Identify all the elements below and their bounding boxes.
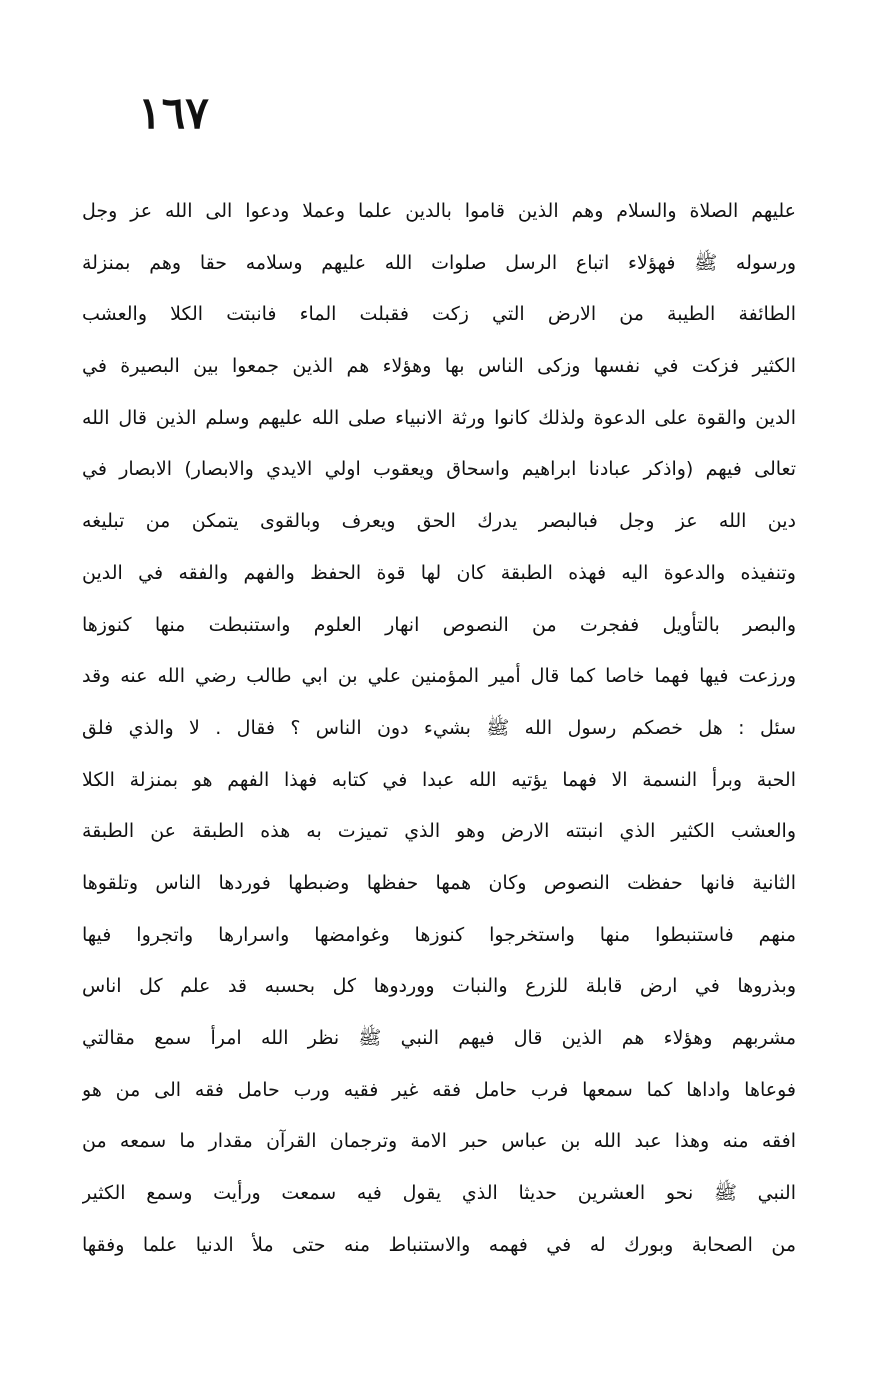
text-line: النبي ﷺ نحو العشرين حديثا الذي يقول فيه سمعت ورأيت وسمع الكثير	[82, 1182, 796, 1205]
text-line: الثانية فانها حفظت النصوص وكان همها حفظها وضبطها فوردها الناس وتلقوها	[82, 871, 796, 894]
text-line: تعالى فيهم (واذكر عبادنا ابراهيم واسحاق ويعقوب اولي الايدي والابصار) الابصار في	[82, 458, 796, 481]
text-line: والبصر بالتأويل ففجرت من النصوص انهار العلوم واستنبطت منها كنوزها	[82, 613, 796, 636]
text-line: من الصحابة وبورك له في فهمه والاستنباط منه حتى ملأ الدنيا علما وفقها	[82, 1233, 796, 1256]
text-line: ورسوله ﷺ فهؤلاء اتباع الرسل صلوات الله عليهم وسلامه حقا وهم بمنزلة	[82, 251, 796, 274]
text-line: سئل : هل خصكم رسول الله ﷺ بشيء دون الناس ؟ فقال . لا والذي فلق	[82, 716, 796, 739]
text-line: فوعاها واداها كما سمعها فرب حامل فقه غير فقيه ورب حامل فقه الى من هو	[82, 1078, 796, 1101]
body-text	[82, 186, 796, 1271]
text-line: الكثير فزكت في نفسها وزكى الناس بها وهؤلاء هم الذين جمعوا بين البصيرة في	[82, 355, 796, 378]
text-line: الحبة وبرأ النسمة الا فهما يؤتيه الله عبدا في كتابه فهذا الفهم هو بمنزلة الكلا	[82, 768, 796, 791]
text-line: مشربهم وهؤلاء هم الذين قال فيهم النبي ﷺ نظر الله امرأ سمع مقالتي	[82, 1027, 796, 1049]
page-number: ١٦٧	[138, 88, 209, 139]
text-line: منهم فاستنبطوا منها واستخرجوا كنوزها وغوامضها واسرارها واتجروا فيها	[82, 923, 796, 946]
text-line: وبذروها في ارض قابلة للزرع والنبات ووردوها كل بحسبه قد علم كل اناس	[82, 975, 796, 998]
text-line: والعشب الكثير الذي انبتته الارض وهو الذي تميزت به هذه الطبقة عن الطبقة	[82, 820, 796, 843]
text-line: عليهم الصلاة والسلام وهم الذين قاموا بالدين علما وعملا ودعوا الى الله عز وجل	[82, 200, 796, 222]
text-line: الطائفة الطيبة من الارض التي زكت فقبلت الماء فانبتت الكلا والعشب	[82, 303, 796, 326]
text-line: دين الله عز وجل فبالبصر يدرك الحق ويعرف وبالقوى يتمكن من تبليغه	[82, 510, 796, 533]
text-line: وتنفيذه والدعوة اليه فهذه الطبقة كان لها قوة الحفظ والفهم والفقه في الدين	[82, 561, 796, 584]
text-line: الدين والقوة على الدعوة ولذلك كانوا ورثة الانبياء صلى الله عليهم وسلم الذين قال الله	[82, 406, 796, 429]
text-line: افقه منه وهذا عبد الله بن عباس حبر الامة وترجمان القرآن مقدار ما سمعه من	[82, 1130, 796, 1153]
text-line: ورزعت فيها فهما خاصا كما قال أمير المؤمنين علي بن ابي طالب رضي الله عنه وقد	[82, 665, 796, 688]
